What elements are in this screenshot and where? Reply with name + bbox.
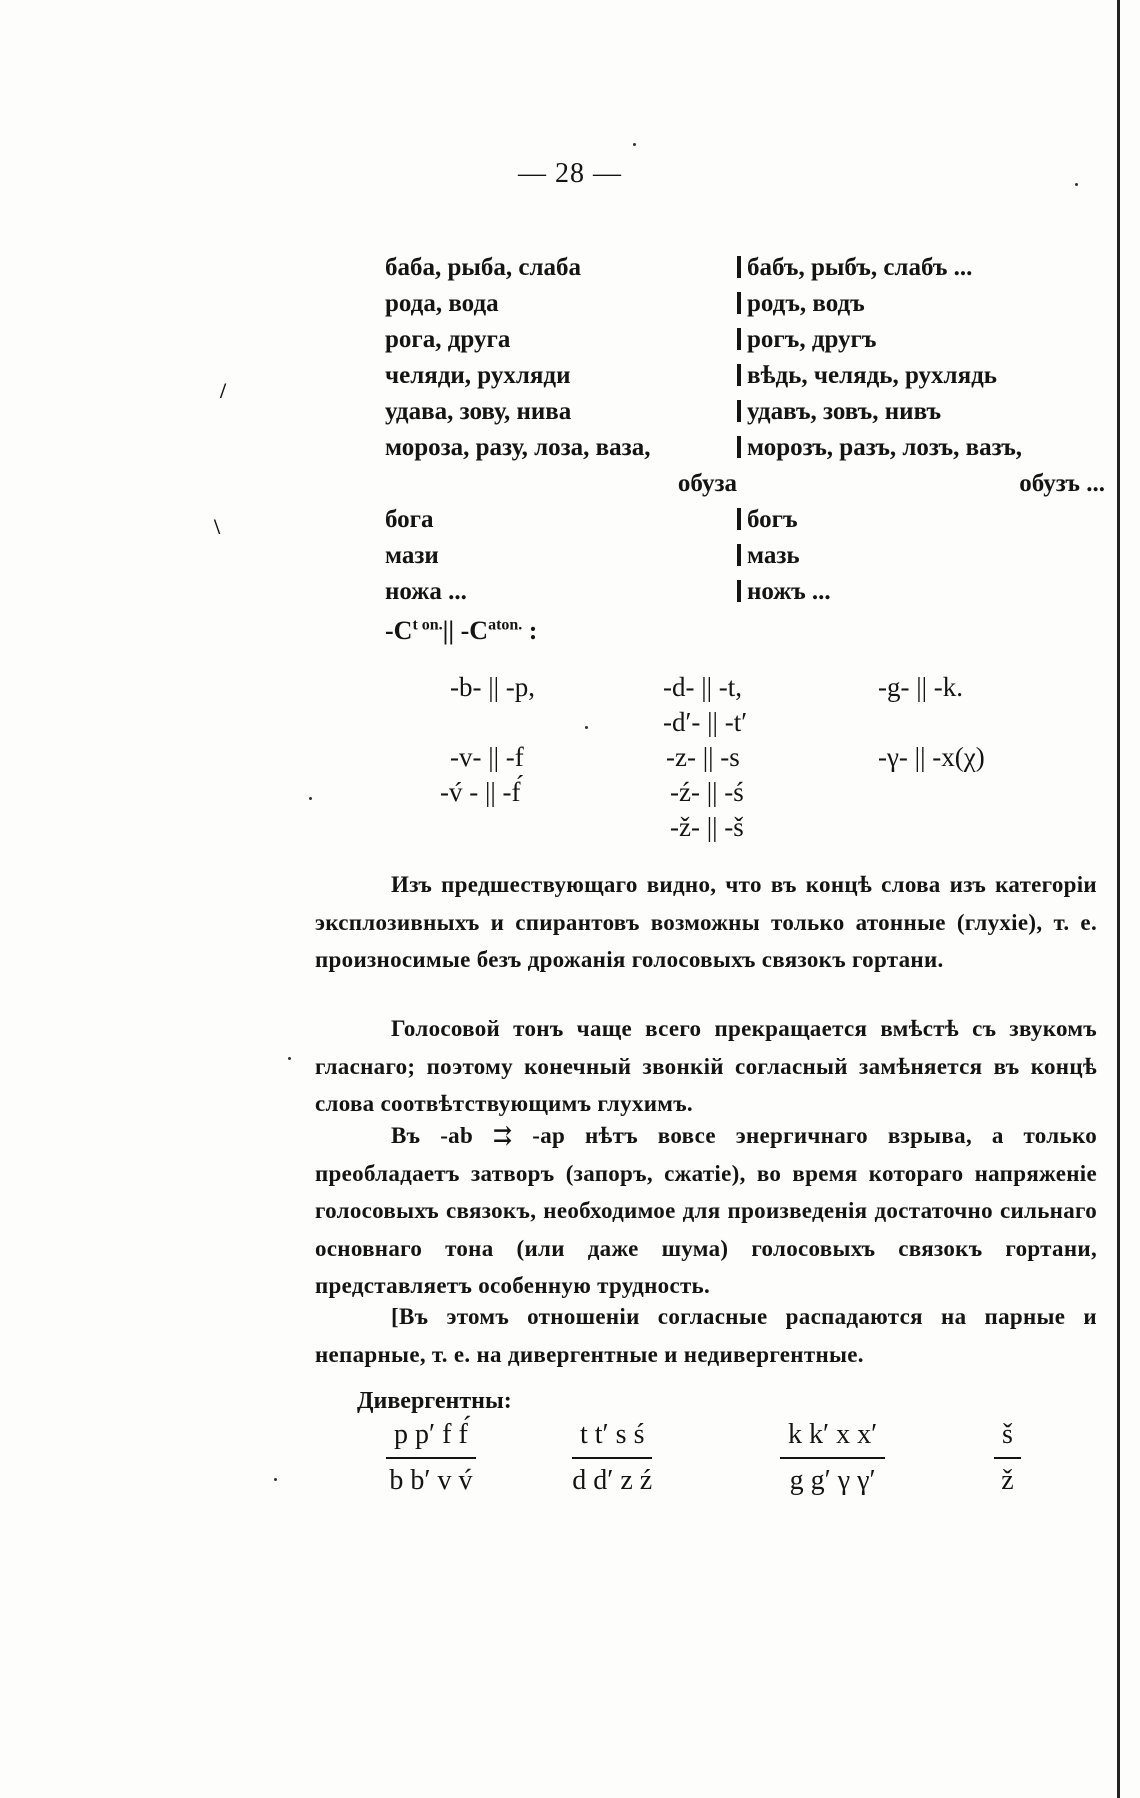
voiceless-form: обузъ ... (1019, 470, 1105, 497)
double-bar (737, 436, 741, 458)
voiceless-form: рогъ, другъ (747, 326, 877, 353)
word-pair-row (385, 538, 1105, 574)
word-pair-row (385, 358, 1105, 394)
voiceless-form: вѣдь, челядь, рухлядь (747, 362, 997, 389)
speck (633, 143, 636, 146)
velar-pair: -g- || -k. (878, 672, 964, 702)
voiceless-form: родъ, водъ (747, 290, 865, 317)
divergent-voiceless: p p′ f f́ (386, 1415, 476, 1459)
paragraph: Изъ предшествующаго видно, что въ концѣ слова изъ категоріи эксплозивныхъ и спирантовъ возможны только атонные (глухіе), т. е. произносимые безъ дрожанія голосовыхъ связокъ гортани. (315, 872, 1097, 972)
word-pairs-table (385, 250, 1105, 610)
word-pair-row (385, 394, 1105, 430)
word-pair-row (385, 502, 1105, 538)
paragraph: [Въ этомъ отношеніи согласные распадаются на парные и непарные, т. е. на дивергентные и недивергентные. (315, 1304, 1097, 1367)
divergent-voiced: g g′ γ γ′ (789, 1465, 876, 1496)
page-edge (1117, 0, 1120, 1798)
divergent-voiced: ž (1001, 1465, 1014, 1496)
voiced-form: рога, друга (385, 326, 511, 353)
double-bar (737, 256, 741, 278)
voiceless-form: мазь (747, 542, 800, 569)
dental-pair: -ź- || -ś (670, 777, 744, 807)
double-bar (737, 328, 741, 350)
dental-pair: -ž- || -š (670, 812, 744, 842)
double-bar (737, 400, 741, 422)
margin-mark: / (220, 378, 227, 403)
double-bar (737, 364, 741, 386)
dental-pair: -d′- || -t′ (663, 707, 748, 737)
word-pair-row (385, 430, 1105, 466)
double-bar (737, 292, 741, 314)
margin-mark: \ (214, 514, 221, 539)
voiced-form: удава, зову, нива (385, 398, 572, 425)
voiced-form: мороза, разу, лоза, ваза, (385, 434, 651, 461)
speck (585, 726, 588, 729)
voiceless-form: ножъ ... (747, 578, 831, 605)
voiceless-form: морозъ, разъ, лозъ, вазъ, (747, 434, 1023, 461)
divergent-voiced: d d′ z ź (572, 1465, 653, 1496)
tonal-atonal-formula: $-C^{t on.}||$ $-C^{aton.}$ : (385, 616, 538, 645)
divergent-title: Дивергентны: (357, 1388, 512, 1414)
voiced-form: рода, вода (385, 290, 499, 317)
voiceless-form: богъ (747, 506, 798, 533)
double-bar (737, 580, 741, 602)
speck (309, 797, 312, 800)
divergent-voiceless: t t′ s ś (572, 1415, 652, 1459)
labial-pair: -b- || -p, (450, 672, 536, 702)
voiced-form: бога (385, 506, 434, 533)
divergent-group (780, 1415, 885, 1501)
voiced-form: ножа ... (385, 578, 467, 605)
divergent-voiced: b b′ v v́ (389, 1465, 473, 1496)
voiced-form: обуза (677, 470, 737, 497)
paragraph: Голосовой тонъ чаще всего прекращается вмѣстѣ съ звукомъ гласнаго; поэтому конечный звонкій согласный замѣняется въ концѣ слова соотвѣтствующимъ глухимъ. (315, 1016, 1097, 1116)
dental-pair: -z- || -s (666, 742, 740, 772)
dental-pair: -d- || -t, (663, 672, 743, 702)
word-pair-row (385, 574, 1105, 610)
paragraph: Въ -ab ⇉ -ap нѣтъ вовсе энергичнаго взрыва, а только преобладаетъ затворъ (запоръ, сжатіе), во время котораго напряженіе голосовыхъ связокъ, необходимое для произведенія достаточно сильнаго основнаго тона (или даже шума) голосовыхъ связокъ гортани, представляетъ особенную трудность. (315, 1123, 1097, 1298)
speck (288, 1057, 291, 1060)
voiced-form: челяди, рухляди (385, 362, 571, 389)
voiceless-form: бабъ, рыбъ, слабъ ... (747, 254, 973, 281)
word-pair-row (385, 250, 1105, 286)
word-pair-row (385, 466, 1105, 502)
double-bar (737, 544, 741, 566)
word-pair-row (385, 286, 1105, 322)
voiced-form: баба, рыба, слаба (385, 254, 582, 281)
divergent-group (386, 1415, 476, 1501)
divergent-group (994, 1415, 1021, 1501)
divergent-voiceless: š (994, 1415, 1021, 1459)
page-number: — 28 — (518, 158, 622, 189)
divergent-voiceless: k k′ x x′ (780, 1415, 885, 1459)
double-bar (737, 508, 741, 530)
labial-pair: -v- || -f (450, 742, 524, 772)
voiced-form: мази (385, 542, 439, 569)
voiceless-form: удавъ, зовъ, нивъ (747, 398, 942, 425)
speck (274, 1478, 277, 1481)
labial-pair: -v́ - || -f́ (440, 777, 521, 807)
word-pair-row (385, 322, 1105, 358)
divergent-group (572, 1415, 652, 1501)
velar-pair: -γ- || -x(χ) (878, 742, 985, 772)
